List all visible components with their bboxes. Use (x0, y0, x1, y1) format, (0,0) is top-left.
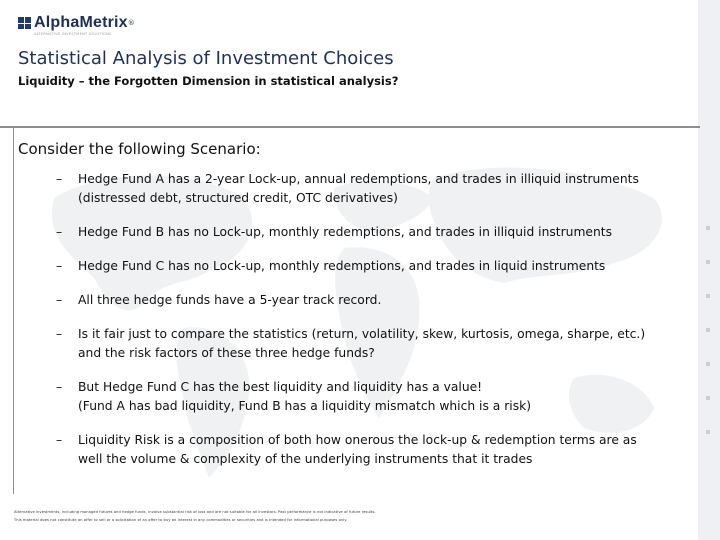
bullet-line: (distressed debt, structured credit, OTC derivatives) (78, 191, 398, 205)
logo-mark-icon (18, 17, 31, 29)
bullet-line: But Hedge Fund C has the best liquidity and liquidity has a value! (78, 380, 483, 394)
bullet-line: and the risk factors of these three hedge funds? (78, 346, 375, 360)
bullet-item (18, 257, 698, 276)
bar-dot (706, 328, 710, 332)
bar-dot (706, 294, 710, 298)
bullet-dash: – (56, 259, 63, 273)
bullet-item (18, 223, 698, 242)
bullet-line: well the volume & complexity of the underlying instruments that it trades (78, 452, 533, 466)
bullet-line: (Fund A has bad liquidity, Fund B has a liquidity mismatch which is a risk) (78, 399, 532, 413)
bullet-dash: – (56, 327, 63, 341)
logo-text: AlphaMetrix (34, 14, 128, 31)
bullet-item (18, 170, 698, 208)
scenario-intro: Consider the following Scenario: (18, 140, 261, 158)
bullet-line: Hedge Fund B has no Lock-up, monthly redemptions, and trades in illiquid instruments (78, 225, 613, 239)
bullet-line: All three hedge funds have a 5-year track record. (78, 293, 382, 307)
bullet-dash: – (56, 433, 63, 447)
bullet-line: Hedge Fund C has no Lock-up, monthly redemptions, and trades in liquid instruments (78, 259, 606, 273)
slide-subtitle: Liquidity – the Forgotten Dimension in statistical analysis? (18, 74, 399, 88)
company-logo (18, 14, 135, 32)
bullet-item (18, 378, 698, 416)
scenario-bullet-list (18, 170, 698, 469)
bullet-line: Hedge Fund A has a 2-year Lock-up, annual redemptions, and trades in illiquid instruments (78, 172, 639, 186)
bullet-dash: – (56, 380, 63, 394)
bullet-line: Liquidity Risk is a composition of both how onerous the lock-up & redemption terms are as (78, 433, 637, 447)
bullet-dash: – (56, 172, 63, 186)
logo-tagline: ALTERNATIVE INVESTMENT SOLUTIONS (34, 32, 112, 36)
slide-title: Statistical Analysis of Investment Choices (18, 48, 394, 69)
disclaimer-line-2: This material does not constitute an offer to sell or a solicitation of an offer to buy an interest in any commodities or securities and is intended for informational purposes only. (14, 518, 348, 522)
bar-dot (706, 396, 710, 400)
bullet-item (18, 431, 698, 469)
bar-dot (706, 430, 710, 434)
bullet-item (18, 325, 698, 363)
bar-dot (706, 226, 710, 230)
bullet-dash: – (56, 225, 63, 239)
bullet-item (18, 291, 698, 310)
disclaimer-footer (14, 508, 376, 524)
scenario-content (18, 140, 698, 484)
bullet-dash: – (56, 293, 63, 307)
bar-dot (706, 260, 710, 264)
bar-dot (706, 362, 710, 366)
logo-registered-mark: ® (127, 19, 135, 27)
bullet-line: Is it fair just to compare the statistics (return, volatility, skew, kurtosis, omega, sharpe, etc.) (78, 327, 646, 341)
disclaimer-line-1: Alternative investments, including managed futures and hedge funds, involve substantial risk of loss and are not suitable for all investors. Past performance is not indicative of future results. (14, 510, 376, 514)
